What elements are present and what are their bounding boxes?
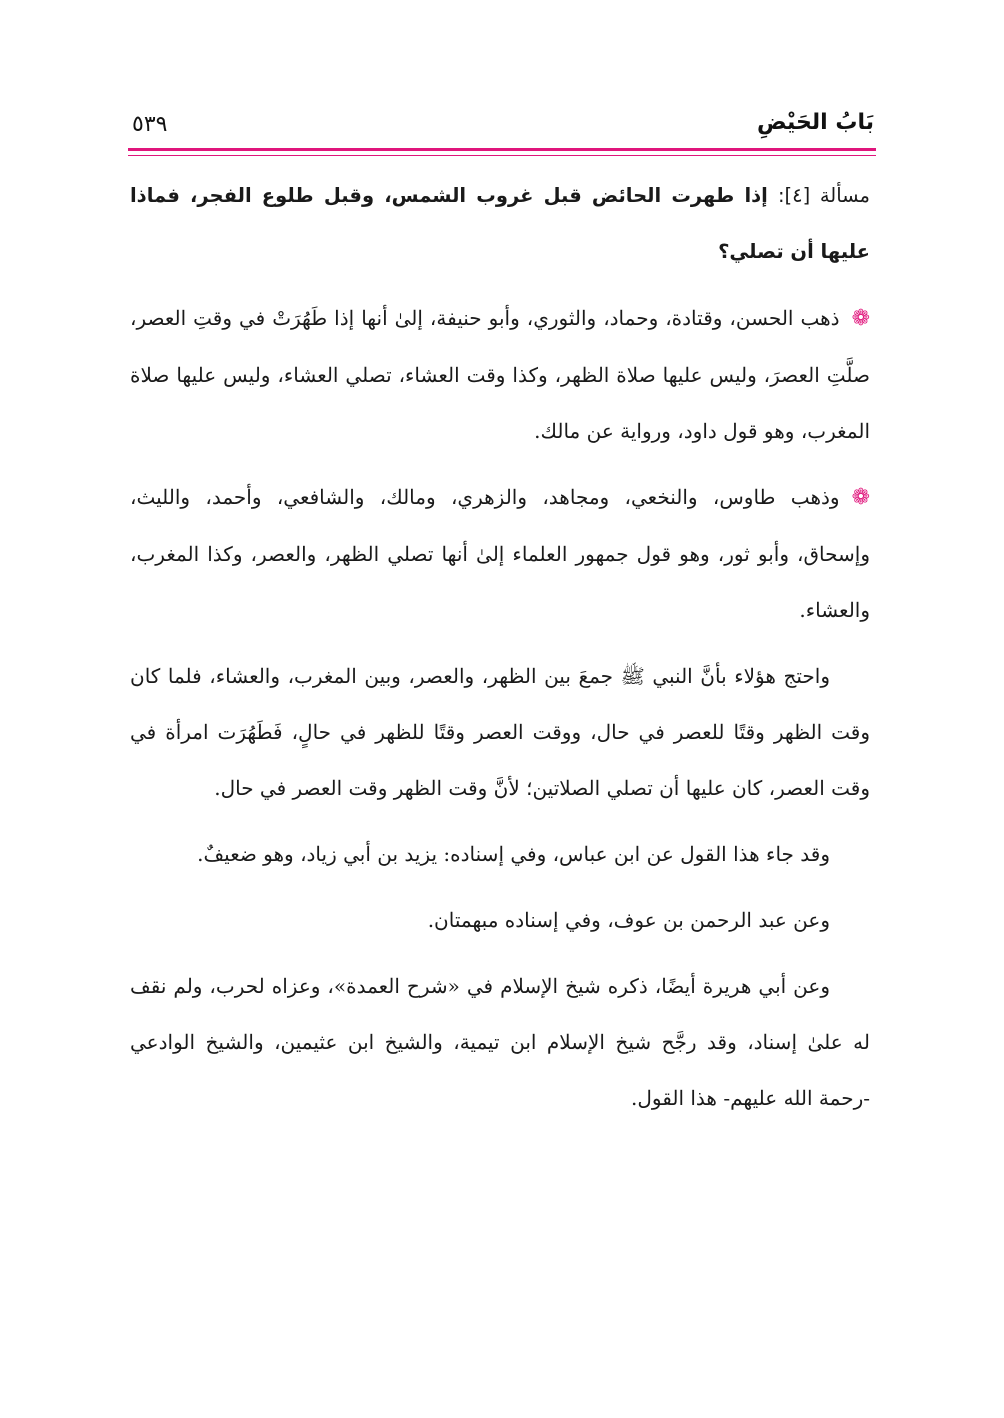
paragraph-text: ذهب الحسن، وقتادة، وحماد، والثوري، وأبو حنيفة، إلىٰ أنها إذا طَهُرَتْ في وقتِ العصر، صلَّتِ العصرَ، وليس عليها صلاة الظهر، وكذا وقت العشاء، تصلي العشاء، وليس عليها صلاة المغرب، وهو قول داود، ورواية عن مالك. xyxy=(130,306,870,443)
flower-bullet-icon: ❁ xyxy=(851,306,871,331)
paragraph-5: وعن عبد الرحمن بن عوف، وفي إسناده مبهمتان. xyxy=(427,908,830,932)
issue-question: إذا طهرت الحائض قبل غروب الشمس، وقبل طلوع الفجر، فماذا عليها أن تصلي؟ xyxy=(130,184,870,263)
paragraph-4: وقد جاء هذا القول عن ابن عباس، وفي إسناده: يزيد بن أبي زياد، وهو ضعيفٌ. xyxy=(197,842,830,866)
issue-heading xyxy=(130,168,870,280)
paragraph-1 xyxy=(130,290,870,459)
issue-label: مسألة [٤]: xyxy=(777,184,871,207)
flower-bullet-icon: ❁ xyxy=(851,485,870,510)
chapter-title: بَابُ الحَيْضِ xyxy=(757,110,874,135)
paragraph-text: وذهب طاوس، والنخعي، ومجاهد، والزهري، ومالك، والشافعي، وأحمد، والليث، وإسحاق، وأبو ثور، وهو قول جمهور العلماء إلىٰ أنها تصلي الظهر، والعصر، وكذا المغرب، والعشاء. xyxy=(130,485,870,622)
page-number: ٥٣٩ xyxy=(132,112,168,137)
header-divider xyxy=(128,148,876,151)
paragraph-6: وعن أبي هريرة أيضًا، ذكره شيخ الإسلام في «شرح العمدة»، وعزاه لحرب، ولم نقف له علىٰ إسناد، وقد رجَّح شيخ الإسلام ابن تيمية، والشيخ ابن عثيمين، والشيخ الوادعي -رحمة الله عليهم- هذا القول. xyxy=(130,974,870,1110)
paragraph-2 xyxy=(130,469,870,638)
page-header xyxy=(128,104,876,148)
header-divider-thin xyxy=(128,155,876,156)
page-body xyxy=(130,168,870,1136)
paragraph-3: واحتج هؤلاء بأنَّ النبي ﷺ جمعَ بين الظهر، والعصر، وبين المغرب، والعشاء، فلما كان وقت الظهر وقتًا للعصر في حال، ووقت العصر وقتًا للظهر في حالٍ، فَطَهُرَت امرأة في وقت العصر، كان عليها أن تصلي الصلاتين؛ لأنَّ وقت الظهر وقت العصر في حال. xyxy=(130,664,870,800)
